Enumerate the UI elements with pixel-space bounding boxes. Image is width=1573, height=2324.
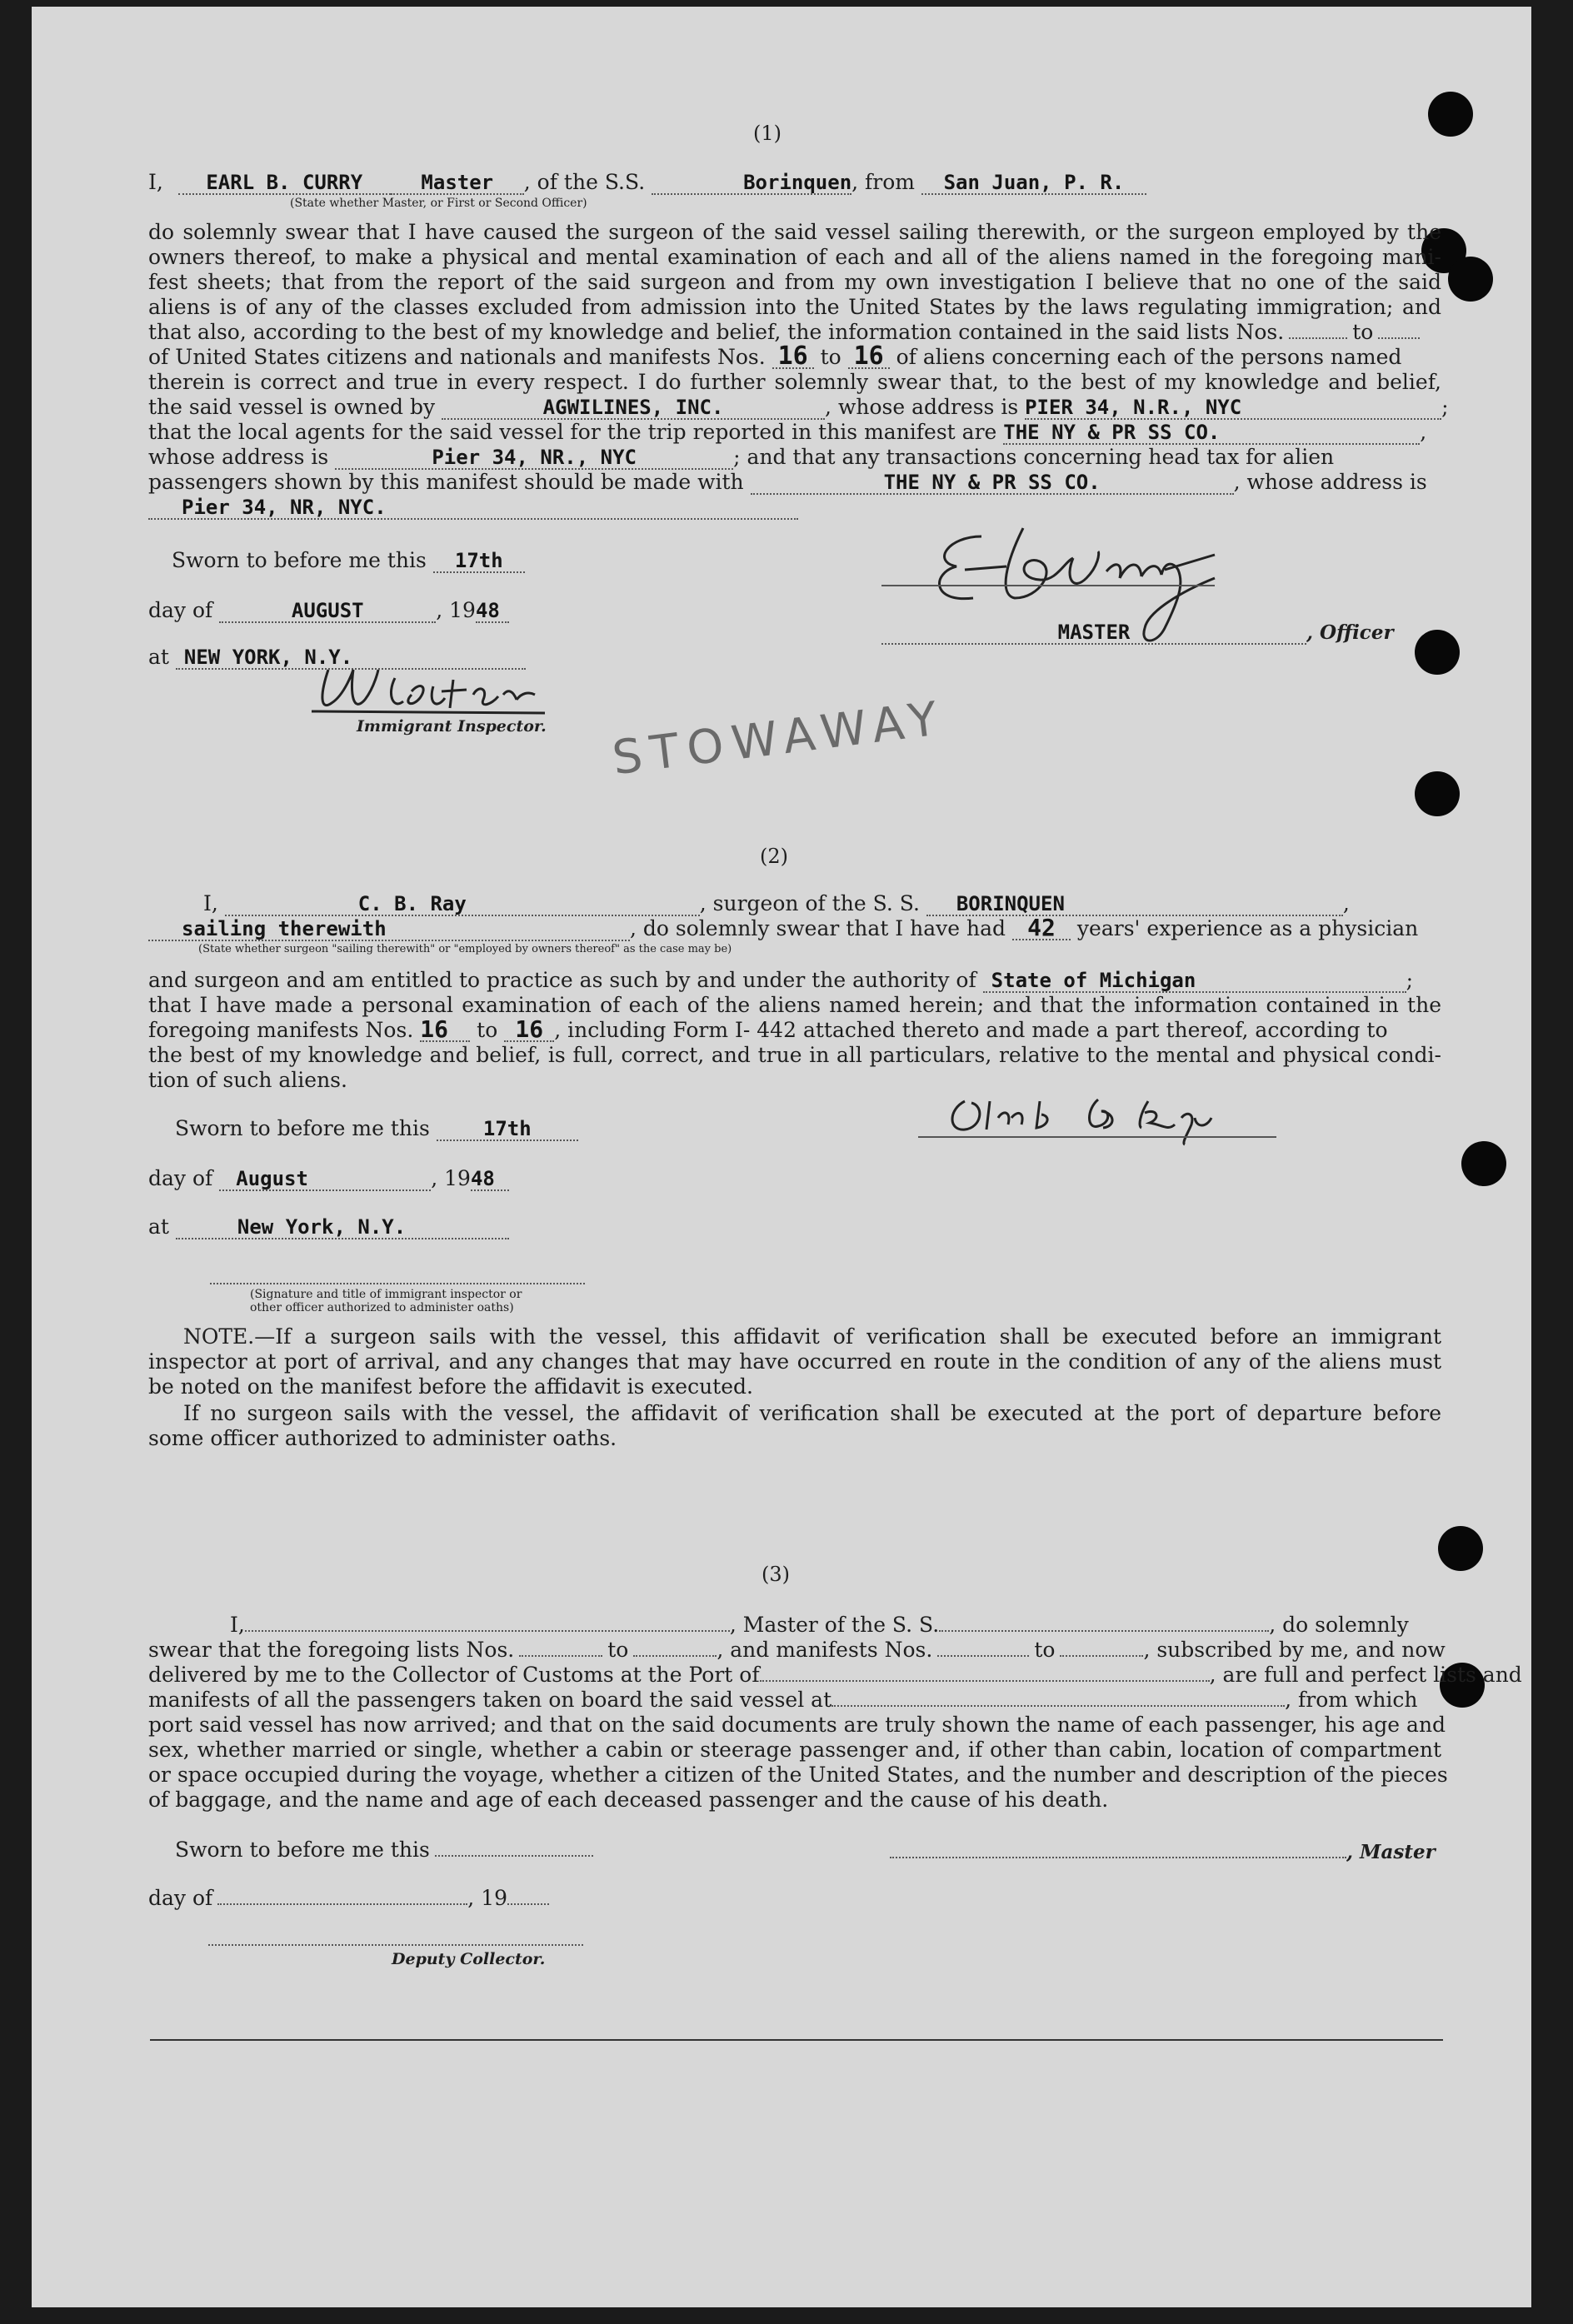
vessel-owner: AGWILINES, INC. (442, 396, 825, 420)
master-name: EARL B. CURRY (178, 172, 391, 195)
punch-hole (1448, 257, 1493, 302)
surgeon-sworn-month: August (219, 1168, 431, 1191)
sworn-place: NEW YORK, N.Y. (176, 646, 526, 670)
head-tax-company: THE NY & PR SS CO. (751, 471, 1234, 495)
departure-port: San Juan, P. R. (921, 172, 1146, 195)
surgeon-manifest-to: 16 (504, 1019, 554, 1042)
surgeon-manifest-from: 16 (420, 1019, 470, 1042)
manifest-page (32, 7, 1531, 2307)
sworn-month: AUGUST (219, 600, 436, 623)
correct-line: therein is correct and true in every respect. I do further solemnly swear that, to the best of my knowledge and belief, (148, 370, 1441, 394)
punch-hole (1438, 1526, 1483, 1571)
surgeon-status: sailing therewith (148, 918, 630, 941)
note-line: some officer authorized to administer oaths. (148, 1426, 617, 1450)
body-line: fest sheets; that from the report of the said surgeon and from my own investigation I believe that no one of the said (148, 270, 1441, 294)
sworn-month-line: day of AUGUST , 1948 (148, 598, 648, 623)
section-1-number: (1) (753, 122, 782, 145)
body-line: sex, whether married or single, whether a cabin or steerage passenger and, if other than cabin, location of compartment (148, 1738, 1441, 1762)
agents-address-line: whose address is Pier 34, NR., NYC ; and that any transactions concerning head tax for alien (148, 445, 1335, 469)
tion-line: tion of such aliens. (148, 1068, 347, 1092)
sworn-line: Sworn to before me this 17th (175, 1116, 675, 1141)
oath-caption-1: (Signature and title of immigrant inspector or (250, 1288, 522, 1301)
best-line: the best of my knowledge and belief, is full, correct, and true in all particulars, relative to the mental and physical condi- (148, 1043, 1441, 1067)
punch-hole (1428, 92, 1473, 137)
oath-caption-2: other officer authorized to administer oaths) (250, 1301, 514, 1314)
note-line: If no surgeon sails with the vessel, the affidavit of verification shall be executed at the port of departure before (183, 1401, 1441, 1425)
body-line: of baggage, and the name and age of each deceased passenger and the cause of his death. (148, 1788, 1109, 1812)
collector-caption: Deputy Collector. (392, 1950, 546, 1968)
owner-address: PIER 34, N.R., NYC (1025, 396, 1441, 420)
inspector-caption: Immigrant Inspector. (357, 717, 547, 736)
master-signature-line (881, 585, 1215, 586)
note-line: inspector at port of arrival, and any changes that may have occurred en route in the condition of any of the aliens must (148, 1349, 1441, 1374)
master-rank: Master (391, 172, 524, 195)
sworn-year: 48 (476, 600, 509, 623)
note-line: be noted on the manifest before the affidavit is executed. (148, 1374, 753, 1399)
sworn-day: 17th (433, 550, 525, 573)
lists-line: that also, according to the best of my knowledge and belief, the information contained in the said lists Nos. to (148, 320, 1441, 345)
surgeon-line: I, C. B. Ray , surgeon of the S. S. BORINQUEN , (203, 891, 1350, 915)
body-line: aliens is of any of the classes excluded from admission into the United States by the laws regulating immigration; and (148, 295, 1441, 319)
surgeon-vessel: BORINQUEN (926, 893, 1343, 916)
section3-master-line (890, 1839, 1440, 1865)
manifest-numbers-line: of United States citizens and nationals and manifests Nos. 16 to 16 of aliens concerning each of the persons named (148, 342, 1402, 371)
section-3-number: (3) (762, 1563, 790, 1586)
authority: State of Michigan (983, 970, 1406, 993)
sworn-month-line: day of August , 1948 (148, 1166, 648, 1191)
collector-line (208, 1944, 583, 1946)
manifest-to: 16 (848, 346, 890, 369)
body-line: owners thereof, to make a physical and mental examination of each and all of the aliens named in the foregoing mani- (148, 245, 1441, 269)
stowaway-stamp: STOWAWAY (609, 691, 949, 786)
agents-address: Pier 34, NR., NYC (335, 446, 733, 470)
surgeon-status-line: sailing therewith , do solemnly swear that I have had 42 years' experience as a physician (148, 916, 1441, 941)
local-agents: THE NY & PR SS CO. (1003, 421, 1420, 445)
status-caption: (State whether surgeon "sailing therewith" or "employed by owners thereof" as the case may be) (198, 943, 732, 955)
section3-sworn-line: Sworn to before me this (175, 1838, 675, 1863)
inspector-signature (295, 661, 562, 720)
years-experience: 42 (1012, 917, 1071, 940)
body-line: do solemnly swear that I have caused the surgeon of the said vessel sailing therewith, or the surgeon employed by the (148, 220, 1441, 244)
surgeon-sworn-place: New York, N.Y. (176, 1216, 509, 1239)
head-tax-line: passengers shown by this manifest should be made with THE NY & PR SS CO. , whose address is (148, 470, 1427, 494)
exam-line: that I have made a personal examination of each of the aliens named herein; and that the information contained in the (148, 993, 1441, 1017)
note-line: NOTE.—If a surgeon sails with the vessel, this affidavit of verification shall be executed before an immigrant (183, 1324, 1441, 1349)
section3-line3: delivered by me to the Collector of Customs at the Port of , are full and perfect lists and (148, 1663, 1522, 1687)
section3-line4: manifests of all the passengers taken on board the said vessel at , from which (148, 1688, 1418, 1712)
foregoing-line: foregoing manifests Nos. 16 to 16 , including Form I- 442 attached thereto and made a part thereof, according to (148, 1015, 1388, 1043)
section3-master-caption: , Master (1346, 1841, 1436, 1863)
surgeon-sworn-year: 48 (471, 1168, 509, 1191)
agents-line: that the local agents for the said vessel for the trip reported in this manifest are THE NY & PR SS CO. , (148, 420, 1427, 444)
sworn-line: Sworn to before me this 17th (172, 548, 672, 573)
surgeon-signature-line (918, 1136, 1276, 1138)
officer-title: MASTER (881, 621, 1306, 645)
owner-line: the said vessel is owned by AGWILINES, INC. , whose address is PIER 34, N.R., NYC ; (148, 395, 1449, 419)
rank-caption: (State whether Master, or First or Second Officer) (290, 197, 587, 210)
body-line: port said vessel has now arrived; and that on the said documents are truly shown the name of each passenger, his age and (148, 1713, 1446, 1737)
punch-hole (1461, 1141, 1506, 1186)
section-2-number: (2) (760, 845, 788, 868)
sworn-place-line: at New York, N.Y. (148, 1214, 648, 1239)
sworn-place-line: at NEW YORK, N.Y. (148, 645, 648, 670)
master-oath-first-line: I, EARL B. CURRY Master , of the S.S. Borinquen, from San Juan, P. R. (148, 170, 1441, 195)
punch-hole (1415, 771, 1460, 816)
body-line: or space occupied during the voyage, whether a citizen of the United States, and the number and description of the pieces (148, 1763, 1448, 1787)
vessel-name: Borinquen (652, 172, 851, 195)
officer-line (881, 620, 1423, 646)
authority-line: and surgeon and am entitled to practice as such by and under the authority of State of Michigan ; (148, 968, 1414, 992)
bottom-rule (150, 2039, 1443, 2041)
manifest-from: 16 (772, 346, 814, 369)
officer-caption: , Officer (1306, 621, 1394, 644)
surgeon-signature (931, 1085, 1281, 1151)
surgeon-sworn-day: 17th (437, 1118, 578, 1141)
surgeon-name: C. B. Ray (225, 893, 700, 916)
section3-day-line: day of , 19 (148, 1886, 648, 1911)
section3-line1: I, , Master of the S. S. , do solemnly (230, 1613, 1409, 1637)
head-tax-address: Pier 34, NR, NYC. (148, 496, 798, 520)
section3-line2: swear that the foregoing lists Nos. to , and manifests Nos. to , subscribed by me, and now (148, 1638, 1446, 1662)
oath-officer-line (210, 1283, 585, 1284)
